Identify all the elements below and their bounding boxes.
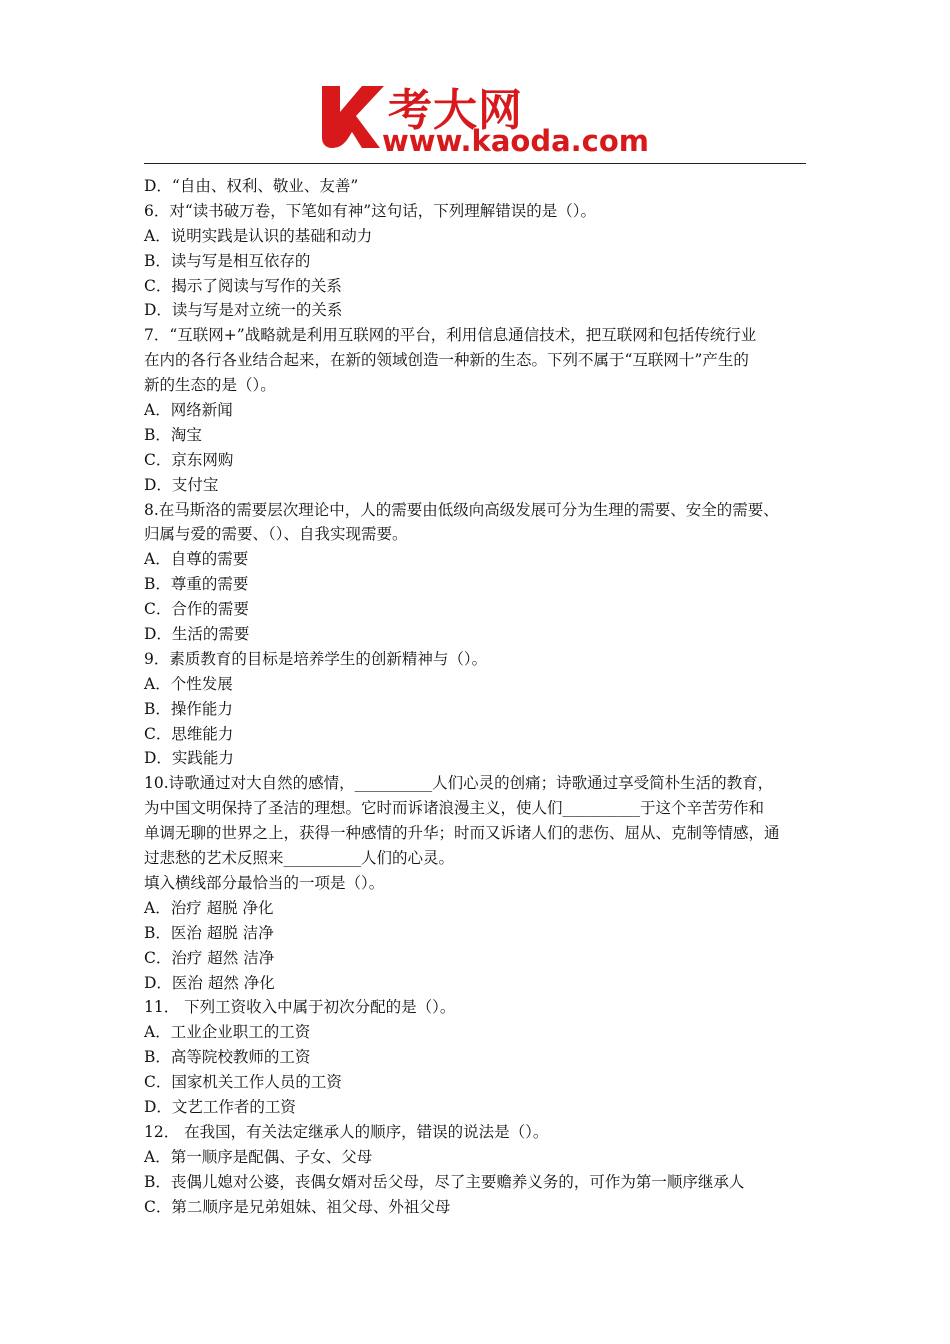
text-line: A．网络新闻 bbox=[144, 401, 233, 420]
text-line: 在内的各行各业结合起来，在新的领域创造一种新的生态。下列不属于“互联网十”产生的 bbox=[144, 351, 749, 370]
header-divider bbox=[144, 163, 806, 164]
text-line: D．实践能力 bbox=[144, 749, 234, 768]
text-line: A．说明实践是认识的基础和动力 bbox=[144, 226, 373, 245]
text-line: D．支付宝 bbox=[144, 475, 219, 494]
text-line: B．高等院校教师的工资 bbox=[144, 1048, 311, 1067]
text-line: 10.诗歌通过对大自然的感情，__________人们心灵的创痛；诗歌通过享受简朴生活的教育， bbox=[144, 774, 774, 793]
text-line: 11． 下列工资收入中属于初次分配的是（）。 bbox=[144, 998, 456, 1017]
text-line: 9．素质教育的目标是培养学生的创新精神与（）。 bbox=[144, 649, 488, 668]
page-header bbox=[0, 0, 950, 170]
text-line: D．生活的需要 bbox=[144, 625, 250, 644]
text-line: D．读与写是对立统一的关系 bbox=[144, 301, 343, 320]
text-line: B．读与写是相互依存的 bbox=[144, 251, 311, 270]
text-line: C．治疗 超然 洁净 bbox=[144, 948, 275, 967]
text-line: A．自尊的需要 bbox=[144, 550, 249, 569]
logo-url: www.kaoda.com bbox=[382, 124, 649, 158]
text-line: 12． 在我国，有关法定继承人的顺序，错误的说法是（）。 bbox=[144, 1122, 549, 1141]
text-line: A．工业企业职工的工资 bbox=[144, 1023, 311, 1042]
text-line: 新的生态的是（）。 bbox=[144, 376, 276, 395]
text-line: C．思维能力 bbox=[144, 724, 234, 743]
text-line: 8.在马斯洛的需要层次理论中，人的需要由低级向高级发展可分为生理的需要、安全的需要、 bbox=[144, 500, 779, 519]
text-line: C．国家机关工作人员的工资 bbox=[144, 1073, 342, 1092]
text-line: D．文艺工作者的工资 bbox=[144, 1097, 296, 1116]
text-line: B．淘宝 bbox=[144, 425, 202, 444]
text-line: 6．对“读书破万卷，下笔如有神”这句话，下列理解错误的是（）。 bbox=[144, 201, 596, 220]
text-line: B．医治 超脱 洁净 bbox=[144, 923, 274, 942]
kaoda-logo bbox=[318, 80, 649, 158]
text-line: B．丧偶儿媳对公婆，丧偶女婿对岳父母，尽了主要赡养义务的，可作为第一顺序继承人 bbox=[144, 1172, 745, 1191]
text-line: C．京东网购 bbox=[144, 450, 234, 469]
text-line: D．医治 超然 净化 bbox=[144, 973, 275, 992]
document-body bbox=[144, 174, 816, 1219]
text-line: 为中国文明保持了圣洁的理想。它时而诉诸浪漫主义，使人们__________于这个辛苦劳作和 bbox=[144, 799, 765, 818]
text-line: A．个性发展 bbox=[144, 674, 233, 693]
logo-k-mark-icon bbox=[318, 82, 390, 152]
text-line: A．治疗 超脱 净化 bbox=[144, 898, 274, 917]
text-line: 单调无聊的世界之上，获得一种感情的升华；时而又诉诸人们的悲伤、屈从、克制等情感，通 bbox=[144, 824, 780, 843]
text-line: C．揭示了阅读与写作的关系 bbox=[144, 276, 342, 295]
text-line: C．合作的需要 bbox=[144, 600, 249, 619]
text-line: A．第一顺序是配偶、子女、父母 bbox=[144, 1147, 373, 1166]
text-line: 归属与爱的需要、（）、自我实现需要。 bbox=[144, 525, 408, 544]
text-line: B．尊重的需要 bbox=[144, 575, 249, 594]
text-line: 填入横线部分最恰当的一项是（）。 bbox=[144, 873, 385, 892]
text-line: B．操作能力 bbox=[144, 699, 233, 718]
text-line: 7．“互联网+”战略就是利用互联网的平台，利用信息通信技术，把互联网和包括传统行业 bbox=[144, 326, 757, 345]
text-line: D．“自由、权利、敬业、友善” bbox=[144, 177, 359, 195]
logo-site-name: 考大网 bbox=[388, 85, 523, 136]
text-line: C．第二顺序是兄弟姐妹、祖父母、外祖父母 bbox=[144, 1197, 451, 1216]
text-line: 过悲愁的艺术反照来__________人们的心灵。 bbox=[144, 849, 455, 868]
